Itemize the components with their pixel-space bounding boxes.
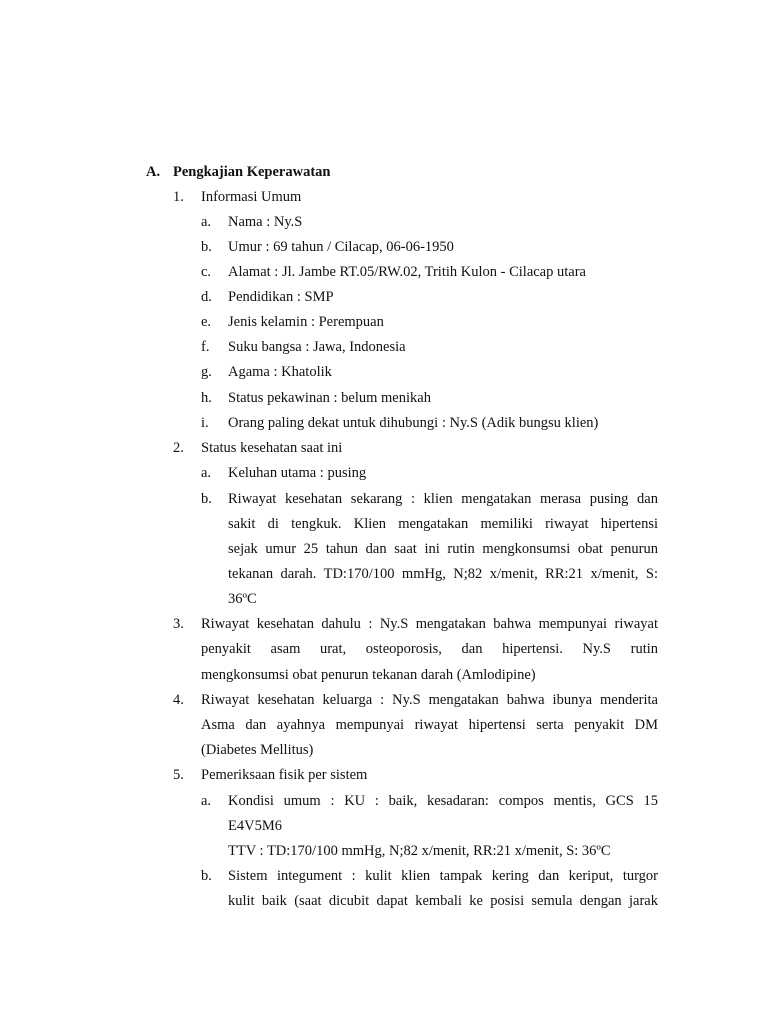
paragraph-line: tekanan darah. TD:170/100 mmHg, N;82 x/menit, RR:21 x/menit, S: bbox=[228, 566, 658, 582]
paragraph-line: Kondisi umum : KU : baik, kesadaran: compos mentis, GCS 15 bbox=[228, 793, 658, 809]
subitem-letter: a. bbox=[201, 465, 212, 481]
section-title: Pengkajian Keperawatan bbox=[173, 164, 331, 180]
paragraph-line: sakit di tengkuk. Klien mengatakan memiliki riwayat hipertensi bbox=[228, 516, 658, 532]
item-number: 4. bbox=[173, 692, 184, 708]
subitem-letter: a. bbox=[201, 793, 212, 809]
item-title: Status kesehatan saat ini bbox=[201, 440, 343, 456]
paragraph-line: Asma dan ayahnya mempunyai riwayat hipertensi serta penyakit DM bbox=[201, 717, 658, 733]
paragraph-line: Riwayat kesehatan keluarga : Ny.S mengatakan bahwa ibunya menderita bbox=[201, 692, 658, 708]
paragraph-line: mengkonsumsi obat penurun tekanan darah (Amlodipine) bbox=[201, 667, 536, 683]
subitem-letter: c. bbox=[201, 264, 212, 280]
subitem-letter: b. bbox=[201, 868, 212, 884]
subitem-letter: b. bbox=[201, 239, 212, 255]
paragraph-line: Riwayat kesehatan sekarang : klien mengatakan merasa pusing dan bbox=[228, 491, 658, 507]
subitem-letter: d. bbox=[201, 289, 212, 305]
subitem-text: Orang paling dekat untuk dihubungi : Ny.S (Adik bungsu klien) bbox=[228, 415, 599, 431]
item-title: Pemeriksaan fisik per sistem bbox=[201, 767, 368, 783]
paragraph-line: Sistem integument : kulit klien tampak kering dan keriput, turgor bbox=[228, 868, 658, 884]
item-number: 5. bbox=[173, 767, 184, 783]
section-label: A. bbox=[146, 164, 161, 180]
subitem-text: Alamat : Jl. Jambe RT.05/RW.02, Tritih Kulon - Cilacap utara bbox=[228, 264, 586, 280]
item-title: Informasi Umum bbox=[201, 189, 302, 205]
paragraph-line: Riwayat kesehatan dahulu : Ny.S mengatakan bahwa mempunyai riwayat bbox=[201, 616, 658, 632]
subitem-text: Nama : Ny.S bbox=[228, 214, 303, 230]
subitem-text: Jenis kelamin : Perempuan bbox=[228, 314, 384, 330]
paragraph-line: kulit baik (saat dicubit dapat kembali ke posisi semula dengan jarak bbox=[228, 893, 658, 909]
item-number: 3. bbox=[173, 616, 184, 632]
subitem-text: Pendidikan : SMP bbox=[228, 289, 334, 305]
subitem-letter: b. bbox=[201, 491, 212, 507]
subitem-text: Agama : Khatolik bbox=[228, 364, 332, 380]
paragraph-line: 36ºC bbox=[228, 591, 257, 607]
paragraph-line: (Diabetes Mellitus) bbox=[201, 742, 314, 758]
subitem-text: Keluhan utama : pusing bbox=[228, 465, 367, 481]
paragraph-line: E4V5M6 bbox=[228, 818, 282, 834]
subitem-letter: g. bbox=[201, 364, 212, 380]
subitem-text: Status pekawinan : belum menikah bbox=[228, 390, 431, 406]
item-number: 2. bbox=[173, 440, 184, 456]
paragraph-line: penyakit asam urat, osteoporosis, dan hipertensi. Ny.S rutin bbox=[201, 641, 658, 657]
subitem-letter: f. bbox=[201, 339, 210, 355]
paragraph-line: TTV : TD:170/100 mmHg, N;82 x/menit, RR:21 x/menit, S: 36ºC bbox=[228, 843, 611, 859]
subitem-letter: h. bbox=[201, 390, 212, 406]
subitem-letter: i. bbox=[201, 415, 209, 431]
item-number: 1. bbox=[173, 189, 184, 205]
paragraph-line: sejak umur 25 tahun dan saat ini rutin mengkonsumsi obat penurun bbox=[228, 541, 658, 557]
subitem-text: Suku bangsa : Jawa, Indonesia bbox=[228, 339, 406, 355]
subitem-text: Umur : 69 tahun / Cilacap, 06-06-1950 bbox=[228, 239, 454, 255]
subitem-letter: e. bbox=[201, 314, 212, 330]
subitem-letter: a. bbox=[201, 214, 212, 230]
